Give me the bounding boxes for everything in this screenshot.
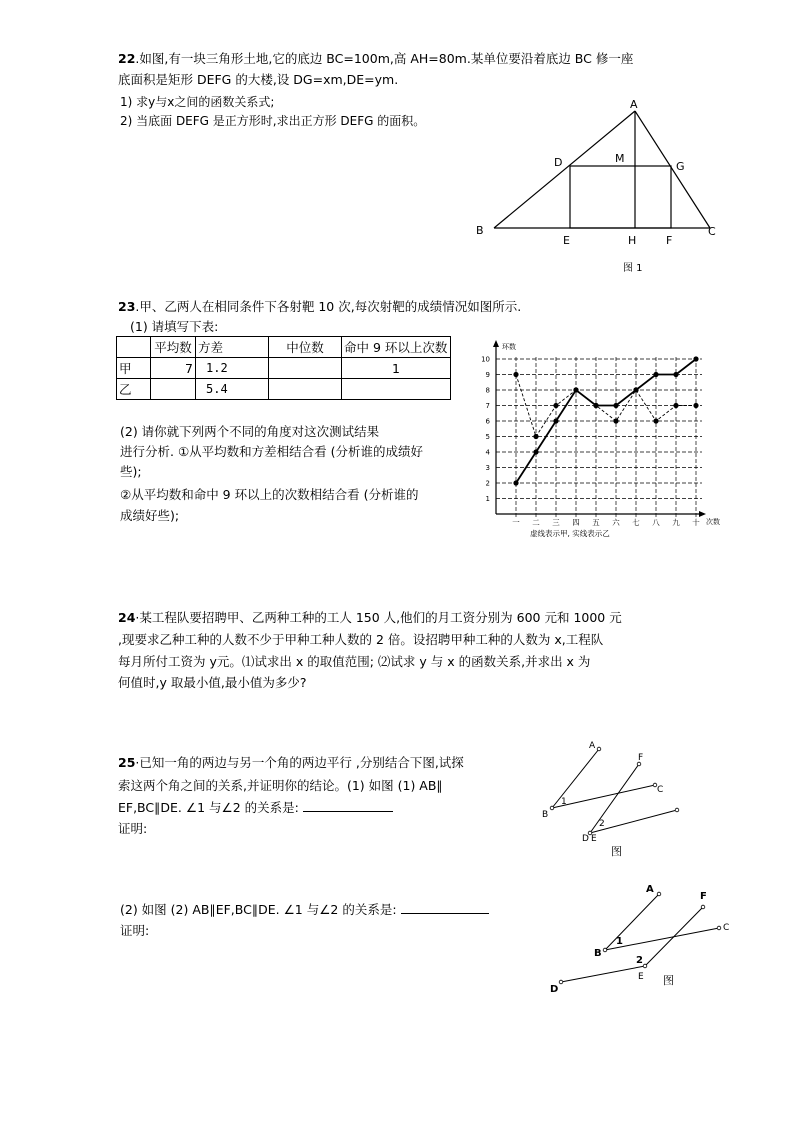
y-tick-label: 8 [485, 386, 490, 395]
table-header-row [117, 337, 451, 358]
data-point-yi [573, 387, 578, 392]
legend-text: 虚线表示甲, 实线表示乙 [530, 529, 610, 538]
answer-blank-1[interactable] [303, 798, 393, 812]
label-B: B [594, 948, 602, 959]
y-axis-arrow [493, 340, 499, 347]
data-point-yi [673, 372, 678, 377]
x-tick-label: 一 [512, 518, 520, 527]
q24-line1-text: ·某工程队要招聘甲、乙两种工种的工人 150 人,他们的月工资分别为 600 元和 1000 元 [135, 610, 622, 625]
y-axis-label: 环数 [502, 343, 516, 351]
q25-part2 [120, 899, 489, 920]
data-point-yi [513, 480, 518, 485]
label-F: F [700, 891, 707, 902]
y-tick-label: 4 [485, 448, 490, 457]
q22-number: 22 [118, 51, 136, 66]
label-C: C [657, 785, 664, 795]
x-tick-label: 八 [652, 518, 660, 527]
q25-line3 [118, 797, 393, 818]
q24-number: 24 [118, 610, 136, 625]
q25-number: 25 [118, 755, 136, 770]
x-tick-label: 九 [672, 518, 680, 527]
data-point-jia [513, 372, 518, 377]
table-cell[interactable] [342, 379, 451, 400]
label-angle1: 1 [561, 797, 567, 807]
x-tick-label: 七 [632, 518, 640, 527]
q22-line2: 底面积是矩形 DEFG 的大楼,设 DG=xm,DE=ym. [118, 72, 399, 87]
q23-part2-line3: 些); [120, 464, 142, 479]
q25-proof2: 证明: [120, 923, 150, 938]
table-cell[interactable] [269, 358, 342, 379]
y-tick-label: 7 [485, 402, 490, 410]
q22-part1: 1) 求y与x之间的函数关系式; [120, 95, 275, 109]
line-EF [590, 764, 639, 833]
label-G: G [676, 160, 685, 173]
table-header-cell [117, 337, 151, 358]
q23-part1: (1) 请填写下表: [130, 319, 219, 334]
q25-line2: 索这两个角之间的关系,并证明你的结论。(1) 如图 (1) AB∥ [118, 778, 443, 793]
q25-line1-text: ·已知一角的两边与另一个角的两边平行 ,分别结合下图,试探 [135, 755, 464, 770]
label-B: B [476, 224, 484, 237]
x-axis-label: 次数 [706, 518, 720, 526]
q23-part2-line1: (2) 请你就下列两个不同的角度对这次测试结果 [120, 424, 380, 439]
table-cell: 5.4 [196, 379, 269, 400]
table-cell[interactable]: 1 [342, 358, 451, 379]
data-point-yi [593, 403, 598, 408]
table-header-cell: 中位数 [269, 337, 342, 358]
table-row [117, 379, 451, 400]
label-F: F [666, 234, 673, 247]
x-tick-label: 六 [612, 518, 620, 527]
label-A: A [589, 741, 596, 751]
label-M: M [615, 152, 625, 165]
x-axis-arrow [699, 511, 706, 517]
table-cell[interactable] [269, 379, 342, 400]
table-cell[interactable]: 7 [151, 358, 196, 379]
data-point-yi [533, 449, 538, 454]
data-point-jia [693, 403, 698, 408]
table-cell[interactable] [151, 379, 196, 400]
label-H: H [628, 234, 637, 247]
table-header-cell: 方差 [196, 337, 269, 358]
q24-line4: 何值时,y 取最小值,最小值为多少? [118, 675, 307, 690]
table-row [117, 358, 451, 379]
line-EF [645, 907, 703, 966]
label-B: B [542, 810, 549, 820]
q25-figure-1 [538, 735, 718, 860]
data-point-jia [533, 434, 538, 439]
y-tick-label: 5 [485, 433, 490, 441]
rect-DEFG [570, 166, 671, 228]
answer-blank-2[interactable] [401, 900, 489, 914]
y-tick-label: 9 [485, 371, 490, 379]
label-C: C [708, 225, 716, 238]
x-tick-label: 二 [532, 518, 540, 527]
label-C: C [723, 923, 730, 933]
y-tick-label: 2 [485, 479, 490, 488]
label-angle2: 2 [599, 819, 605, 829]
q23-part2-line2: 进行分析. ①从平均数和方差相结合看 (分析谁的成绩好 [120, 444, 424, 459]
q24-line2: ,现要求乙种工种的人数不少于甲种工种人数的 2 倍。设招聘甲种工种的人数为 x,工程队 [118, 632, 604, 647]
data-point-jia [673, 403, 678, 408]
x-tick-label: 十 [692, 518, 700, 527]
q25-line1 [118, 752, 464, 773]
q23-score-table [116, 336, 451, 400]
table-header-cell: 平均数 [151, 337, 196, 358]
x-tick-label: 四 [572, 518, 580, 527]
label-angle2: 2 [636, 955, 643, 966]
y-tick-label: 1 [485, 495, 490, 503]
q25-line3-text: EF,BC∥DE. ∠1 与∠2 的关系是: [118, 800, 299, 815]
label-D: D [582, 834, 589, 844]
table-cell: 甲 [117, 358, 151, 379]
label-E: E [563, 234, 570, 247]
data-point-yi [553, 418, 558, 423]
data-point-yi [613, 403, 618, 408]
data-point-yi [693, 356, 698, 361]
q23-part2-line5: 成绩好些); [120, 508, 180, 523]
table-header-cell: 命中 9 环以上次数 [342, 337, 451, 358]
label-A: A [646, 884, 654, 895]
figure-caption: 图 [663, 974, 674, 987]
y-tick-label: 10 [481, 355, 490, 364]
line-AB [494, 111, 635, 228]
q23-part2-line4: ②从平均数和命中 9 环以上的次数相结合看 (分析谁的 [120, 487, 419, 502]
q22-line1-text: .如图,有一块三角形土地,它的底边 BC=100m,高 AH=80m.某单位要沿着底边 BC 修一座 [135, 51, 634, 66]
label-angle1: 1 [616, 936, 623, 947]
table-cell: 乙 [117, 379, 151, 400]
q22-triangle-figure [470, 95, 730, 280]
label-E: E [591, 834, 597, 844]
figure-caption: 图 1 [623, 263, 643, 274]
line-DE [561, 966, 645, 982]
label-F: F [638, 753, 644, 763]
table-cell: 1.2 [196, 358, 269, 379]
q25-figure-2 [543, 875, 738, 1000]
q23-shooting-chart [470, 338, 732, 543]
q23-number: 23 [118, 299, 136, 314]
label-D: D [554, 156, 563, 169]
label-D: D [550, 984, 559, 995]
q24-line1 [118, 607, 622, 628]
data-point-jia [553, 403, 558, 408]
q22-part2: 2) 当底面 DEFG 是正方形时,求出正方形 DEFG 的面积。 [120, 114, 426, 128]
q22-line1 [118, 48, 633, 69]
q25-part2-text: (2) 如图 (2) AB∥EF,BC∥DE. ∠1 与∠2 的关系是: [120, 902, 397, 917]
q23-line1 [118, 296, 521, 317]
label-A: A [630, 98, 638, 111]
figure-caption: 图 [611, 845, 622, 858]
label-E: E [638, 972, 644, 982]
data-point-yi [633, 387, 638, 392]
q25-proof1: 证明: [118, 821, 148, 836]
x-tick-label: 三 [552, 518, 560, 527]
q24-line3: 每月所付工资为 y元。⑴试求出 x 的取值范围; ⑵试求 y 与 x 的函数关系,并求出 x 为 [118, 654, 591, 669]
y-tick-label: 3 [485, 464, 490, 472]
data-point-jia [613, 418, 618, 423]
q23-line1-text: .甲、乙两人在相同条件下各射靶 10 次,每次射靶的成绩情况如图所示. [135, 299, 522, 314]
line-AC [635, 111, 710, 228]
x-tick-label: 五 [592, 518, 600, 527]
y-tick-label: 6 [485, 417, 490, 426]
data-point-yi [653, 372, 658, 377]
data-point-jia [653, 418, 658, 423]
